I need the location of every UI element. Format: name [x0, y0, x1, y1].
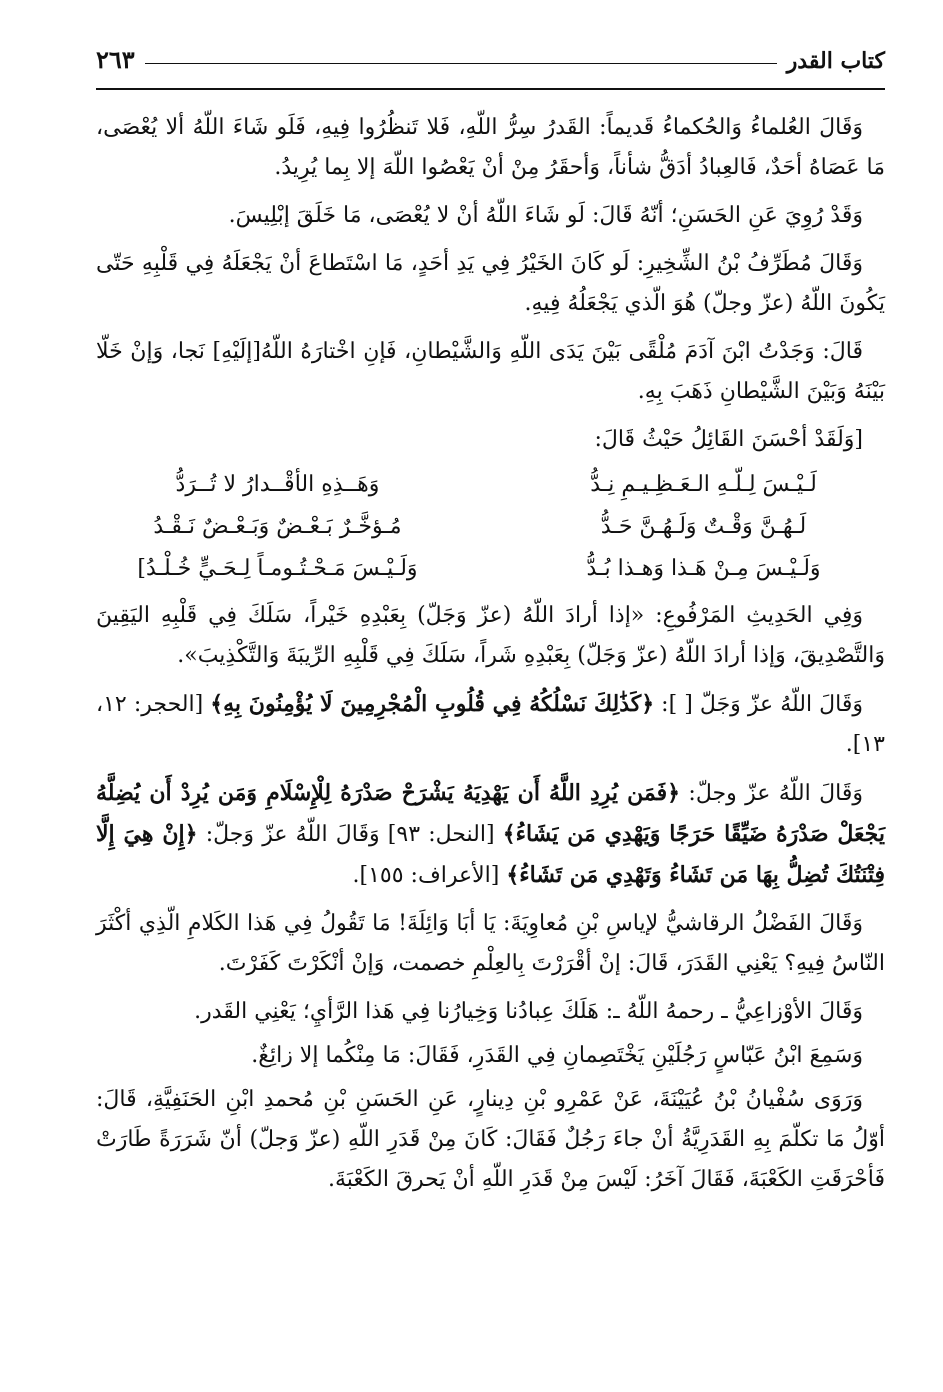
paragraph: وَرَوَى سُفْيانُ بْنُ عُيَيْنَةَ، عَنْ عَمْرِو بْنِ دِينارٍ، عَنِ الحَسَنِ بْنِ مُحمدِ ابْنِ الحَنَفِيَّةِ، قَالَ: أوّلُ مَا تكلّمَ بِهِ القَدَرِيَّةُ أنْ جاءَ رَجُلٌ فَقَالَ: كَانَ مِنْ قَدَرِ اللّهِ (عزّ وَجلّ) أنّ شَرَرَةً طَارَتْ فَأحْرَقَتِ الكَعْبَةَ، فَقَالَ آخَرُ: لَيْسَ مِنْ قَدَرِ اللّهِ أنْ يَحرقَ الكَعْبَةَ. [96, 1087, 885, 1192]
surah-reference: [النحل: ٩٣] وَقَالَ اللّهُ عزّ وَجلّ: [197, 822, 503, 847]
verse-second-hemistich: وَلَـيْـسَ مَـحْـتُـومـاً لِـحَـيٍّ خُـلْـدُ] [137, 556, 418, 581]
paragraph: قَالَ: وَجَدْتُ ابْنَ آدَمَ مُلْقًى بَيْنَ يَدَى اللّهِ وَالشَّيْطانِ، فَإنِ اخْتارَهُ اللّهُ[إلَيْهِ] نَجا، وَإنْ خَلّا بَيْنَهُ وَبَيْنَ الشَّيْطانِ ذَهَبَ بِهِ. [96, 339, 885, 404]
citation-lead: وَقَالَ اللّهُ عزّ وَجَلّ [ ]: [654, 692, 863, 717]
quran-verse: ﴿كَذَٰلِكَ نَسْلُكُهُ فِي قُلُوبِ الْمُجْرِمِينَ لَا يُؤْمِنُونَ بِهِ﴾ [210, 691, 655, 717]
paragraph: وَسَمِعَ ابْنُ عَبّاسٍ رَجُلَيْنِ يَخْتَصِمانِ فِي القَدَرِ، فَقَالَ: مَا مِنْكُما إلا زائِغٌ. [251, 1043, 863, 1068]
poem [96, 464, 885, 590]
paragraph: وَقَالَ الأوْزاعِيُّ ـ رحمهُ اللّهُ ـ: هَلَكَ عِبادُنا وَخِيارُنا فِي هَذا الرَّأيِ؛ يَعْنِي القَدر. [194, 999, 863, 1024]
book-title: كتاب القدر [786, 48, 885, 74]
paragraph: وَقَالَ العُلماءُ وَالحُكماءُ قَديماً: القَدرُ سِرُّ اللّهِ، فَلا تَنظُرُوا فِيهِ، فَلَو شَاءَ اللّهُ ألا يُعْصَى، مَا عَصَاهُ أحَدٌ، فَالعِبادُ أدَقُّ شأناً، وَأحقَرُ مِنْ أنْ يَعْصُوا اللّهَ إلا بِما يُرِيدُ. [96, 115, 885, 180]
citation-lead: وَقَالَ اللّهُ عزّ وجلّ: [680, 781, 863, 806]
header-leader-line [145, 63, 777, 64]
verse-first-hemistich: لَـهُـنَّ وَقْـتٌ وَلَـهُـنَّ حَـدُّ [600, 514, 807, 539]
header-divider [96, 88, 885, 90]
quran-verse: ﴿إِنْ هِيَ إِلَّا فِتْنَتُكَ تُضِلُّ بِهَا مَن تَشَاءُ وَتَهْدِي مَن تَشَاءُ﴾ [96, 821, 885, 888]
surah-reference: [الأعراف: ١٥٥]. [352, 863, 507, 888]
poem-verse [96, 548, 885, 590]
verse-second-hemistich: مُـؤخَّـرٌ بَـعْـضٌ وَبَـعْـضٌ نَـقْـدُ [153, 514, 402, 539]
verse-second-hemistich: وَهَــذِهِ الأقْــدارُ لا تُــرَدُّ [175, 472, 380, 497]
hadith-paragraph: وَفِي الحَدِيثِ المَرْفُوعِ: «إذا أرادَ اللّهُ (عزّ وَجَلّ) بِعَبْدِهِ خَيْراً، سَلَكَ فِي قَلْبِهِ اليَقِينَ وَالتَّصْدِيقَ، وَإذا أرادَ اللّهُ (عزّ وَجَلّ) بِعَبْدِهِ شَراً، سَلَكَ فِي قَلْبِهِ الرِّيبَةَ وَالتَّكْذِيبَ». [96, 603, 885, 668]
page-body [96, 108, 885, 1208]
page-number: ٢٦٣ [96, 45, 135, 74]
poem-intro: [وَلَقَدْ أحْسَنَ القَائِلُ حَيْثُ قَالَ: [594, 427, 863, 452]
verse-first-hemistich: وَلَـيْـسَ مِـنْ هَـذا وَهـذا بُـدُّ [586, 556, 821, 581]
verse-first-hemistich: لَـيْـسَ لِـلّـهِ الـعَـظِـيـمِ نِـدُّ [590, 472, 817, 497]
paragraph: وَقَدْ رُوِيَ عَنِ الحَسَنِ؛ أنّهُ قَالَ: لَو شَاءَ اللّهُ أنْ لا يُعْصَى، مَا خَلَقَ إبْلِيسَ. [228, 203, 863, 228]
running-header [96, 32, 885, 80]
quran-citation-paragraph [96, 684, 885, 765]
paragraph: وَقَالَ مُطَرِّفُ بْنُ الشِّخِيرِ: لَو كَانَ الخَيْرُ فِي يَدِ أحَدٍ، مَا اسْتَطاعَ أنْ يَجْعَلَهُ فِي قَلْبِهِ حَتّى يَكُونَ اللّهُ (عزّ وجلّ) هُوَ الّذي يَجْعَلُهُ فِيهِ. [96, 251, 885, 316]
poem-verse [96, 506, 885, 548]
quran-citation-paragraph [96, 773, 885, 896]
poem-verse [96, 464, 885, 506]
quran-verse: ﴿فَمَن يُرِدِ اللَّهُ أَن يَهْدِيَهُ يَشْرَحْ صَدْرَهُ لِلْإِسْلَامِ وَمَن يُرِدْ أَن يُضِلَّهُ يَجْعَلْ صَدْرَهُ ضَيِّقًا حَرَجًا وَيَهْدِي مَن يَشَاءُ﴾ [96, 780, 885, 847]
paragraph: وَقَالَ الفَضْلُ الرقاشيُّ لإياسِ بْنِ مُعاوِيَةَ: يَا أبَا وَائِلَةَ! مَا تَقُولُ فِي هَذا الكَلامِ الّذِي أكْثَرَ النّاسُ فِيهِ؟ يَعْنِي القَدَرَ، قَالَ: إنْ أقْرَرْتَ بِالعِلْمِ خصمت، وَإنْ أنْكَرْتَ كَفَرْتَ. [96, 911, 885, 976]
surah-reference: [الحجر: ١٢، ١٣]. [96, 692, 885, 757]
